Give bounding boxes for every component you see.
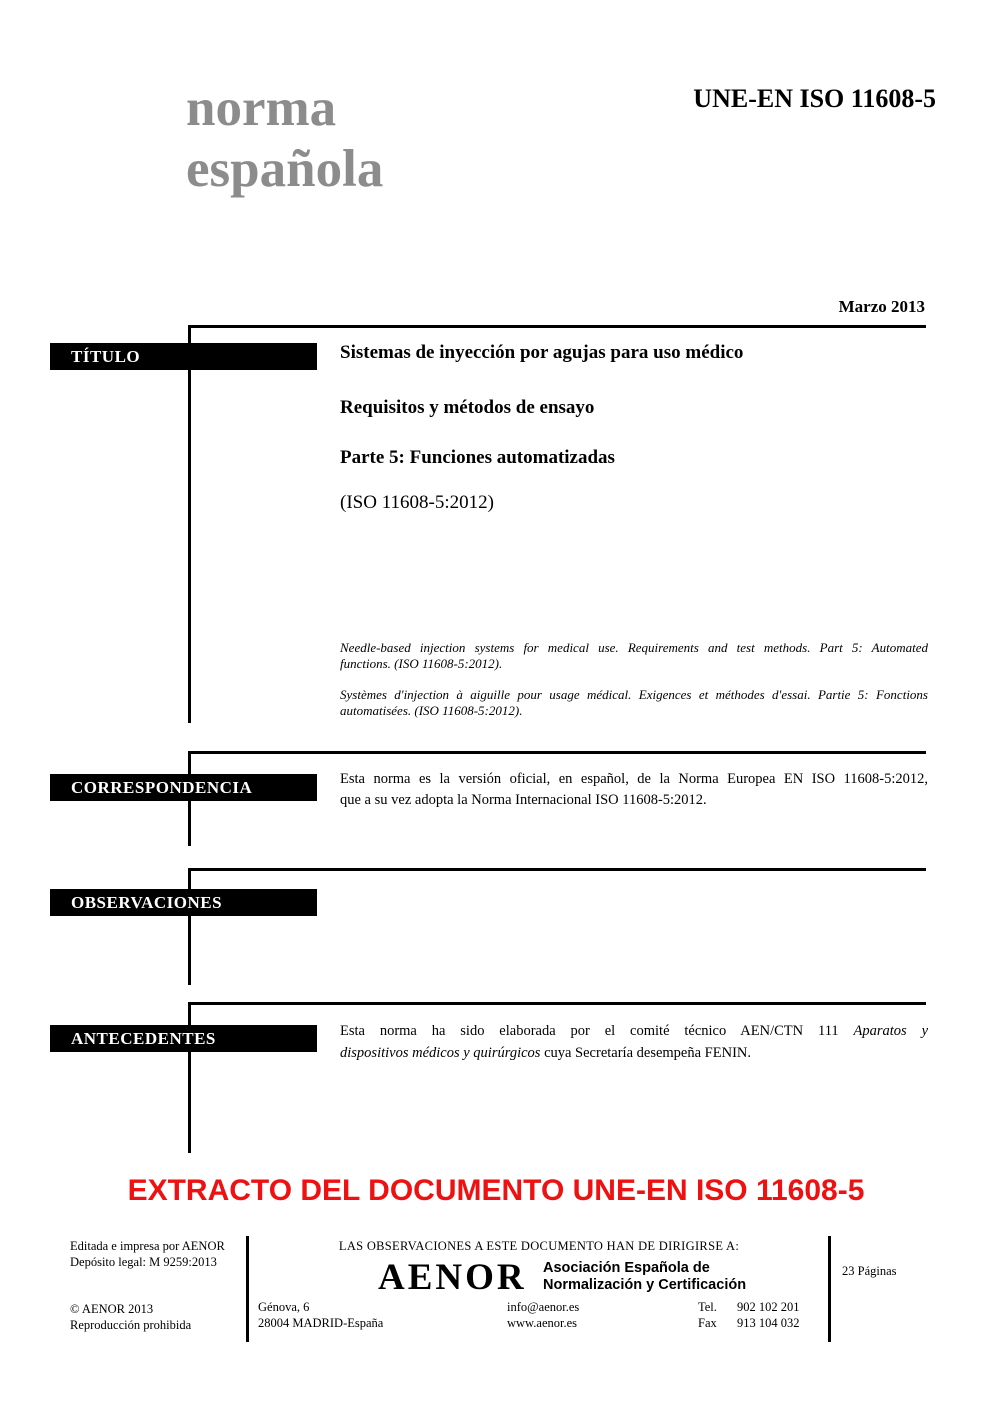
antecedentes-text-line-1: [340, 1021, 928, 1042]
title-line-2: Requisitos y métodos de ensayo: [340, 397, 595, 418]
footer-copyright: © AENOR 2013: [70, 1302, 154, 1316]
footer-tel-value: 902 102 201: [737, 1300, 800, 1314]
footer-reproduction: Reproducción prohibida: [70, 1318, 192, 1332]
titulo-label: TÍTULO: [50, 343, 317, 370]
antecedentes-top-rule: [188, 1002, 926, 1005]
footer-fax-label: Fax: [698, 1316, 717, 1330]
antecedentes-label: ANTECEDENTES: [50, 1025, 317, 1052]
footer-address-line-1: Génova, 6: [258, 1300, 310, 1314]
title-french-line-2: automatisées. (ISO 11608-5:2012).: [340, 703, 523, 718]
antecedentes-italic-2: dispositivos médicos y quirúrgicos: [340, 1045, 541, 1061]
antecedentes-italic-1: Aparatos y: [853, 1023, 929, 1039]
footer-contact-web-block: [507, 1299, 579, 1331]
brand-line-1: norma: [186, 79, 337, 137]
footer-fax-value: 913 104 032: [737, 1316, 800, 1330]
issue-date: Marzo 2013: [838, 297, 925, 316]
brand-line-2: española: [186, 140, 384, 198]
title-english-line-2: functions. (ISO 11608-5:2012).: [340, 656, 503, 671]
footer-observations-notice: LAS OBSERVACIONES A ESTE DOCUMENTO HAN DE DIRIGIRSE A:: [338, 1239, 740, 1253]
doc-code: UNE-EN ISO 11608-5: [693, 84, 936, 113]
footer-divider-left: [246, 1236, 249, 1342]
footer-email: info@aenor.es: [507, 1300, 580, 1314]
antecedentes-roman-1: Esta norma ha sido elaborada por el comité técnico AEN/CTN 111: [340, 1023, 839, 1039]
aenor-org-name: [543, 1260, 746, 1294]
iso-reference: (ISO 11608-5:2012): [340, 492, 494, 513]
aenor-org-name-line-2: Normalización y Certificación: [543, 1277, 747, 1293]
footer-divider-right: [828, 1236, 831, 1342]
antecedentes-text-line-2: [340, 1043, 928, 1064]
brand-wordmark: [186, 78, 383, 200]
antecedentes-roman-2: cuya Secretaría desempeña FENIN.: [544, 1045, 751, 1061]
footer-phone-labels: [698, 1299, 717, 1331]
titulo-vertical-rule: [188, 325, 191, 723]
title-french-line-1: Systèmes d'injection à aiguille pour usage médical. Exigences et méthodes d'essai. Partie 5: Fonctions: [340, 687, 928, 702]
footer-tel-label: Tel.: [698, 1300, 717, 1314]
footer-website: www.aenor.es: [507, 1316, 578, 1330]
titulo-top-rule: [188, 325, 926, 328]
observaciones-label: OBSERVACIONES: [50, 889, 317, 916]
extract-notice: EXTRACTO DEL DOCUMENTO UNE-EN ISO 11608-5: [127, 1174, 865, 1207]
aenor-org-name-line-1: Asociación Española de: [543, 1260, 710, 1276]
correspondencia-label: CORRESPONDENCIA: [50, 774, 317, 801]
footer-page-count: 23 Páginas: [842, 1264, 897, 1278]
footer-publisher-block: [70, 1238, 225, 1270]
footer-address-block: [258, 1299, 383, 1331]
correspondencia-text-line-2: que a su vez adopta la Norma Internacional ISO 11608-5:2012.: [340, 792, 707, 808]
footer-legal-deposit: Depósito legal: M 9259:2013: [70, 1255, 217, 1269]
aenor-logo: AENOR: [378, 1257, 527, 1298]
correspondencia-top-rule: [188, 751, 926, 754]
footer-phone-values: [737, 1299, 800, 1331]
title-line-3: Parte 5: Funciones automatizadas: [340, 447, 615, 468]
title-english-line-1: Needle-based injection systems for medical use. Requirements and test methods. Part 5: Automated: [340, 640, 928, 655]
footer-address-line-2: 28004 MADRID-España: [258, 1316, 384, 1330]
title-line-1: Sistemas de inyección por agujas para uso médico: [340, 342, 744, 363]
footer-copyright-block: [70, 1301, 191, 1333]
footer-published-by: Editada e impresa por AENOR: [70, 1239, 225, 1253]
observaciones-vertical-rule: [188, 868, 191, 985]
observaciones-top-rule: [188, 868, 926, 871]
correspondencia-text-line-1: Esta norma es la versión oficial, en español, de la Norma Europea EN ISO 11608-5:2012,: [340, 771, 928, 787]
